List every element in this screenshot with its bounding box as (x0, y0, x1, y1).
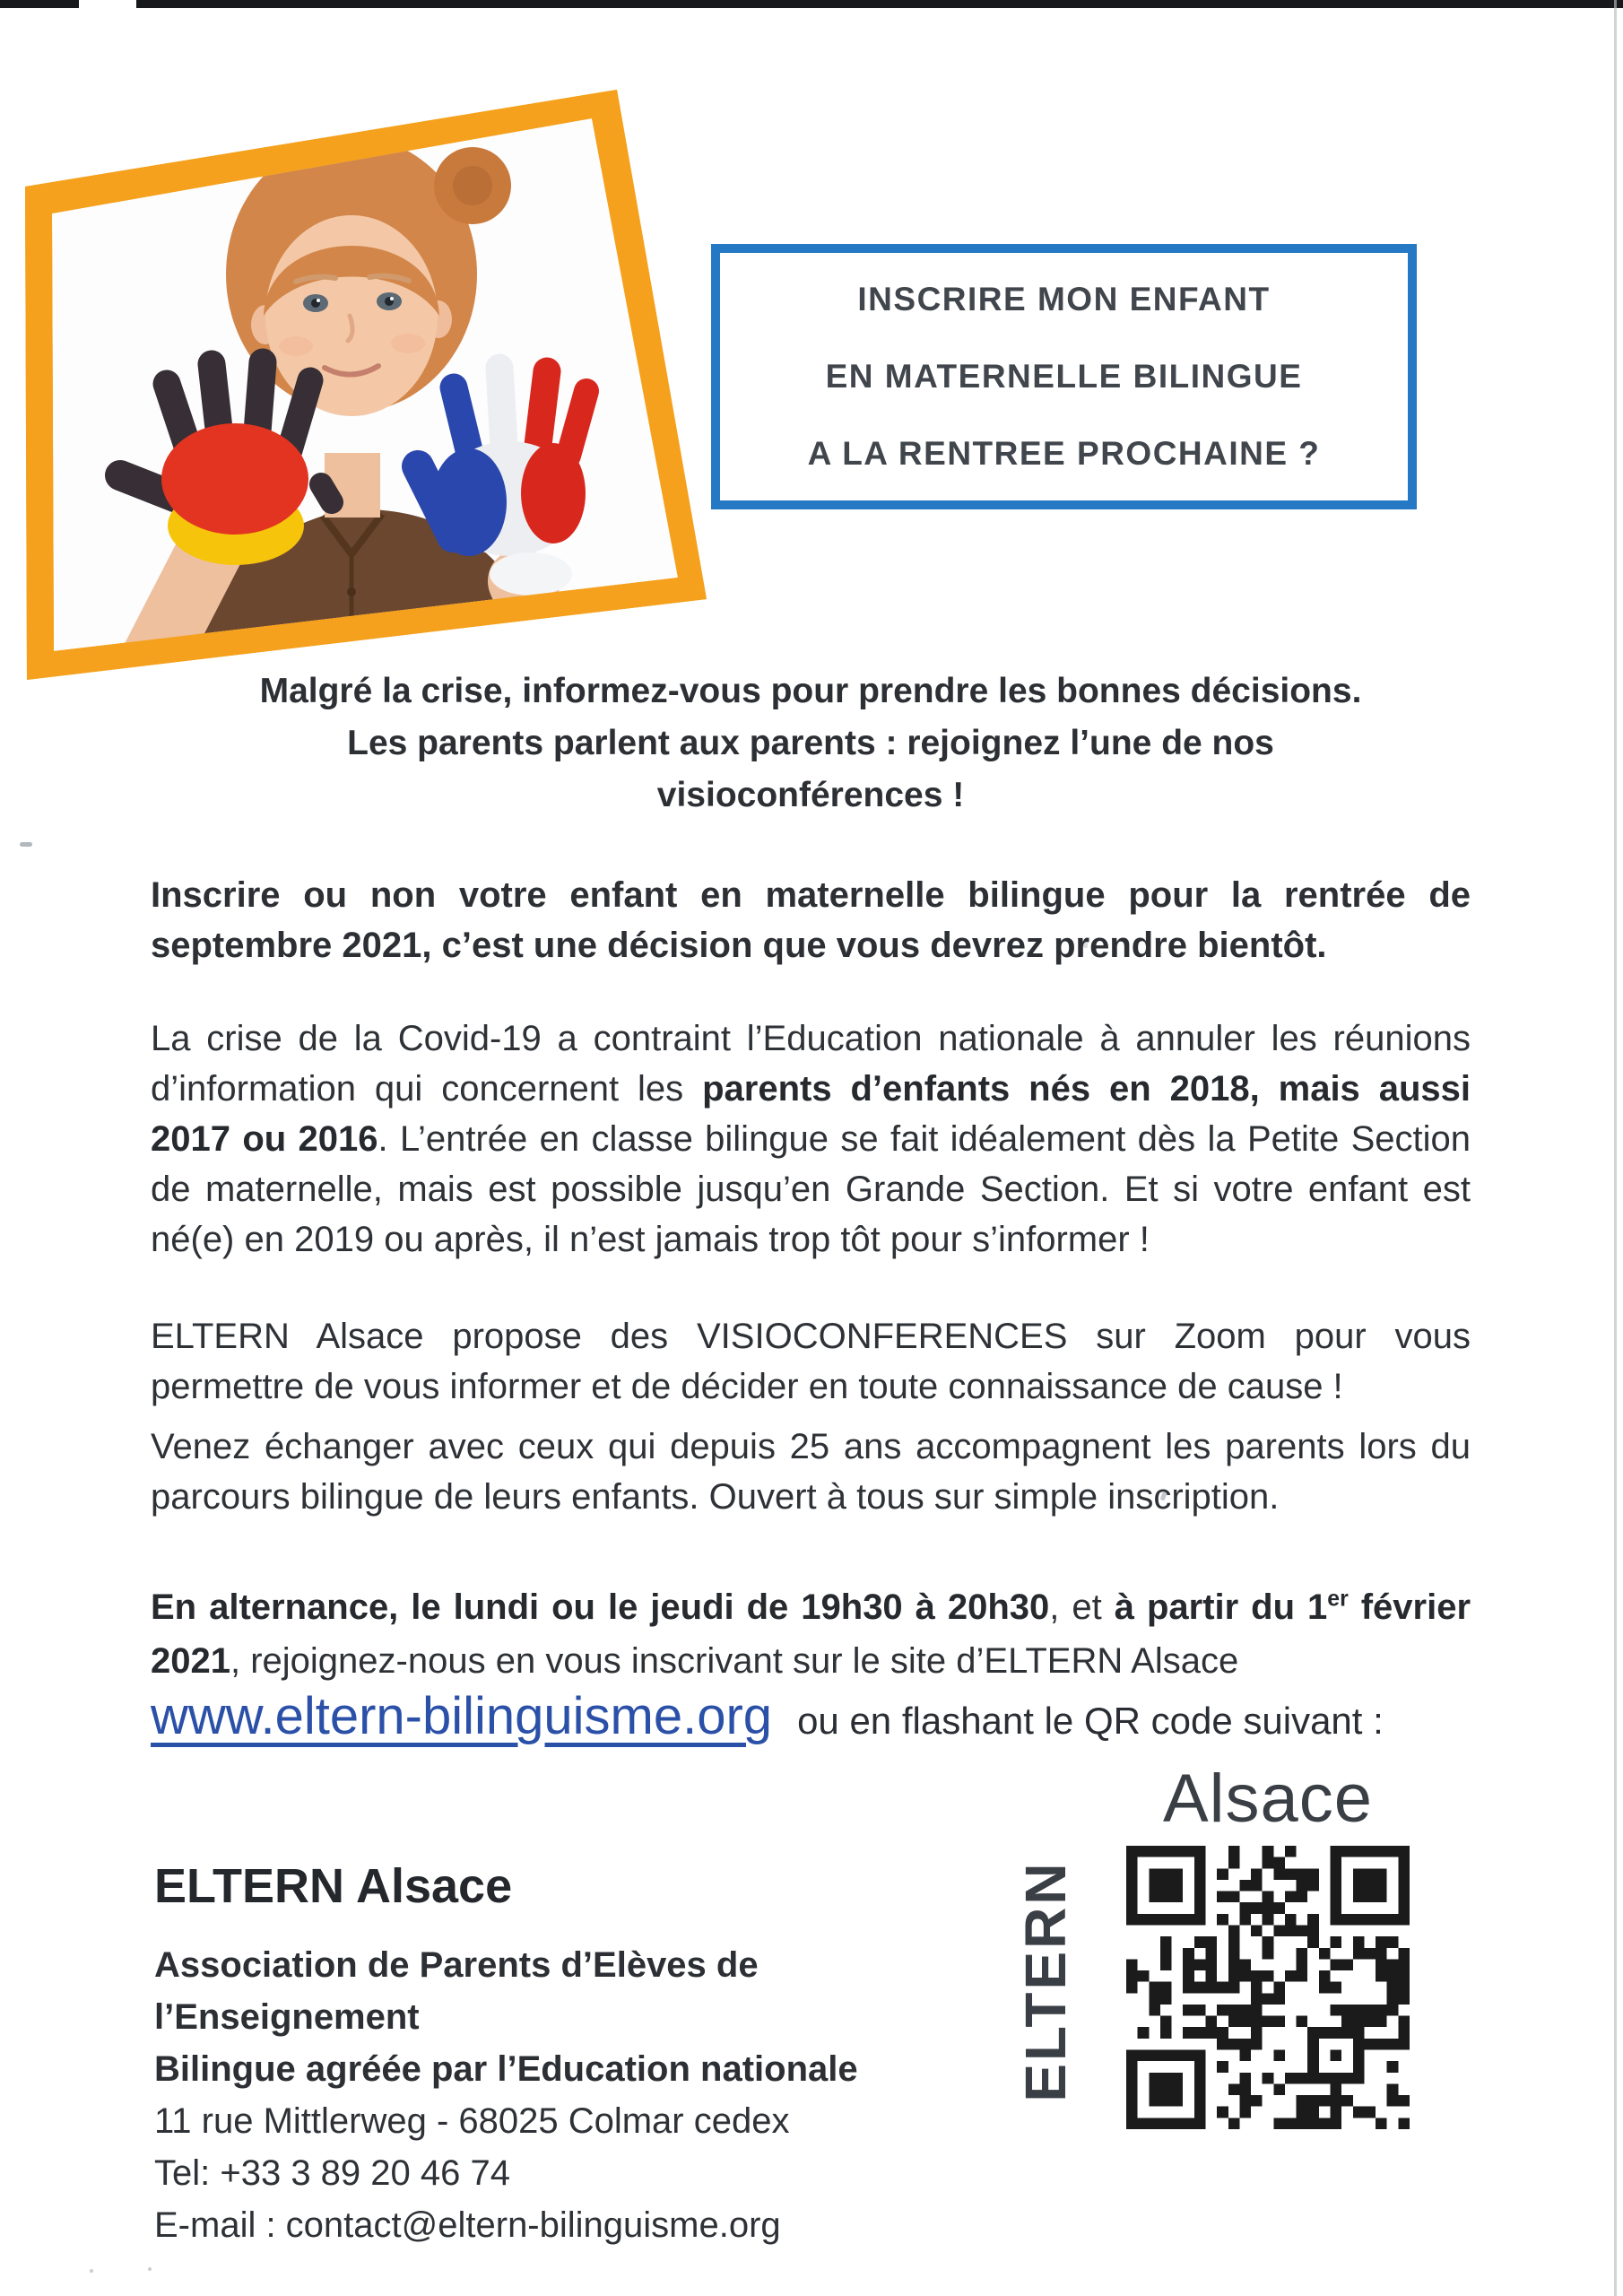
alternance-bold-text: février 2021 (151, 1587, 1471, 1681)
qr-label-eltern-text: ELTERN (1013, 1860, 1078, 2102)
org-description-line: Association de Parents d’Elèves de l’Enseignement (154, 1945, 759, 2037)
org-contact-block (154, 1858, 1033, 2251)
lead-line: Les parents parlent aux parents : rejoignez l’une de nos (347, 724, 1274, 762)
alternance-bold-text: à partir du 1 (1114, 1587, 1328, 1627)
link-caption: ou en flashant le QR code suivant : (797, 1700, 1384, 1742)
lead-line: visioconférences ! (656, 776, 965, 814)
alternance-text: , et (1049, 1587, 1115, 1627)
alternance-text: , rejoignez-nous en vous inscrivant sur le site d’ELTERN Alsace (230, 1641, 1239, 1681)
venez-paragraph: Venez échanger avec ceux qui depuis 25 ans accompagnent les parents lors du parcours bilingue de leurs enfants. Ouvert à tous sur simple inscription. (151, 1427, 1471, 1517)
org-address: 11 rue Mittlerweg - 68025 Colmar cedex (154, 2101, 790, 2141)
lead-paragraph (151, 665, 1471, 822)
scan-speck (90, 2269, 93, 2273)
covid-paragraph (151, 1013, 1471, 1265)
org-name: ELTERN Alsace (154, 1859, 513, 1913)
qr-code (1126, 1846, 1410, 2129)
visio-paragraph: ELTERN Alsace propose des VISIOCONFERENCES sur Zoom pour vous permettre de vous informer et de décider en toute connaissance de cause ! (151, 1317, 1471, 1406)
alternance-paragraph (151, 1580, 1471, 1688)
org-description-line: Bilingue agréée par l’Education nationale (154, 2049, 858, 2089)
link-line (151, 1686, 1471, 1746)
intro-paragraph: Inscrire ou non votre enfant en maternelle bilingue pour la rentrée de septembre 2021, c’est une décision que vous devrez prendre bientôt. (151, 875, 1471, 965)
scan-artifact-dash (20, 842, 32, 847)
headline-line: INSCRIRE MON ENFANT (857, 281, 1271, 317)
headline-line: A LA RENTREE PROCHAINE ? (807, 435, 1321, 472)
alternance-bold: En alternance, le lundi ou le jeudi de 19h30 à 20h30 (151, 1587, 1050, 1627)
headline-line: EN MATERNELLE BILINGUE (825, 358, 1303, 395)
covid-bold: parents d’enfants nés en 2018, mais aussi 2017 ou 2016 (151, 1069, 1471, 1159)
covid-text: . L’entrée en classe bilingue se fait idéalement dès la Petite Section de maternelle, mais est possible jusqu’en Grande Section. Et si votre enfant est né(e) en 2019 ou après, il n’est jamais trop tôt pour s’informer ! (151, 1119, 1471, 1259)
org-phone: Tel: +33 3 89 20 46 74 (154, 2153, 510, 2193)
qr-label-eltern-vertical (1002, 1842, 1089, 2120)
website-link[interactable]: www.eltern-bilinguisme.org (151, 1687, 773, 1745)
covid-text: La crise de la Covid-19 a contraint l’Education nationale à annuler les réunions d’information qui concernent les (151, 1019, 1471, 1109)
org-email: E-mail : contact@eltern-bilinguisme.org (154, 2205, 781, 2245)
qr-label-alsace: Alsace (1162, 1761, 1374, 1837)
headline-box (711, 244, 1417, 509)
ordinal-superscript: er (1327, 1587, 1349, 1612)
lead-line: Malgré la crise, informez-vous pour prendre les bonnes décisions. (259, 672, 1362, 710)
scan-speck (148, 2267, 152, 2271)
